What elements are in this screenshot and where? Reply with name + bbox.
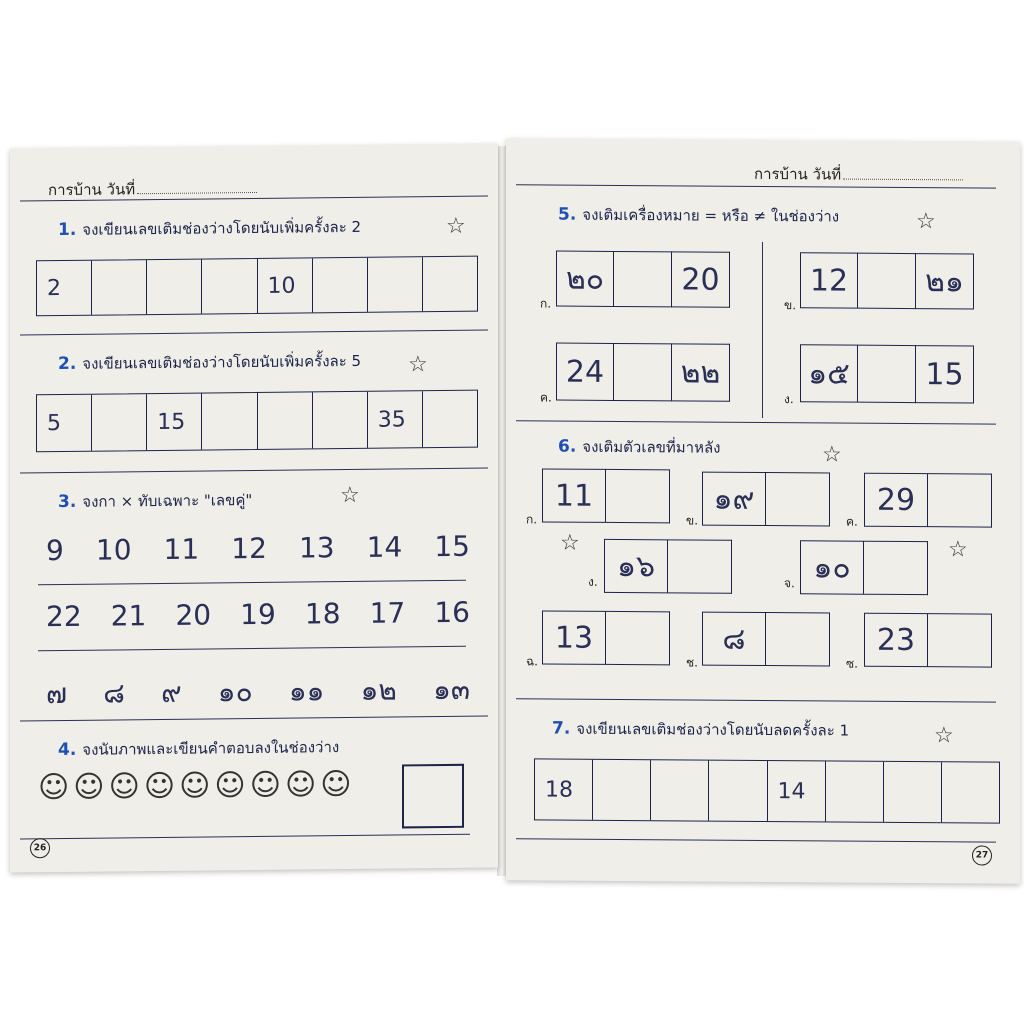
star-icon: ☆ xyxy=(948,537,968,563)
q4-answer-box[interactable] xyxy=(402,764,464,829)
answer-cell[interactable]: 10 xyxy=(258,258,313,313)
q6-instruction xyxy=(558,435,721,460)
given-number: ๑๖ xyxy=(604,539,668,593)
q5-label: ข. xyxy=(784,298,797,313)
answer-cell[interactable] xyxy=(202,393,257,450)
answer-box[interactable] xyxy=(766,612,830,666)
answer-cell[interactable] xyxy=(313,392,368,449)
number-option[interactable]: 9 xyxy=(46,533,64,568)
q5-label: ก. xyxy=(540,296,552,311)
number-option[interactable]: 17 xyxy=(369,596,406,630)
number-option[interactable]: ๑๓ xyxy=(433,672,470,707)
q2-text: จงเขียนเลขเติมช่องว่างโดยนับเพิ่มครั้งละ 5 xyxy=(82,351,362,373)
given-number: ๑๙ xyxy=(702,472,766,526)
answer-cell[interactable] xyxy=(258,392,313,449)
q3-text: จงกา × ทับเฉพาะ "เลขคู่" xyxy=(82,491,253,511)
star-icon: ☆ xyxy=(822,442,842,468)
number-option[interactable]: ๑๑ xyxy=(288,674,325,708)
answer-cell[interactable]: 18 xyxy=(535,759,593,819)
number-option[interactable]: 21 xyxy=(110,599,147,633)
answer-cell[interactable]: 5 xyxy=(37,395,92,452)
compare-sign-box[interactable] xyxy=(858,253,916,309)
q1-number: 1. xyxy=(58,219,77,241)
divider xyxy=(516,420,996,424)
q2-answer-grid xyxy=(36,390,478,453)
answer-box[interactable] xyxy=(864,541,928,595)
compare-sign-box[interactable] xyxy=(614,343,672,401)
compare-right: 20 xyxy=(672,251,730,307)
q6-label: ค. xyxy=(846,514,858,529)
compare-left: ๒๐ xyxy=(556,251,614,307)
left-page xyxy=(10,143,498,872)
cartoon-child-icon: ☺ xyxy=(108,769,140,805)
cartoon-child-icon: ☺ xyxy=(73,769,105,805)
given-number: 29 xyxy=(864,473,928,527)
q6-item xyxy=(800,540,928,595)
answer-box[interactable] xyxy=(928,613,992,667)
number-option[interactable]: 15 xyxy=(434,529,470,564)
q5-text: จงเติมเครื่องหมาย = หรือ ≠ ในช่องว่าง xyxy=(582,205,840,226)
star-icon: ☆ xyxy=(340,482,360,509)
star-icon: ☆ xyxy=(560,530,580,556)
divider xyxy=(20,834,470,840)
number-option[interactable]: 12 xyxy=(231,531,267,566)
q3-instruction xyxy=(58,488,252,514)
q7-text: จงเขียนเลขเติมช่องว่างโดยนับลดครั้งละ 1 xyxy=(576,719,850,740)
q4-picture-row xyxy=(38,767,352,805)
q3-row-1 xyxy=(46,530,470,567)
divider xyxy=(762,242,763,418)
q7-instruction xyxy=(552,717,849,743)
number-option[interactable]: 16 xyxy=(434,595,470,630)
answer-cell[interactable] xyxy=(884,762,942,822)
q6-text: จงเติมตัวเลขที่มาหลัง xyxy=(582,437,721,457)
q2-number: 2. xyxy=(58,353,77,375)
answer-cell[interactable] xyxy=(826,761,884,821)
q6-item xyxy=(864,473,992,528)
star-icon: ☆ xyxy=(934,723,954,749)
q3-row-3 xyxy=(46,668,470,716)
compare-left: 24 xyxy=(556,343,614,401)
given-number: 13 xyxy=(542,610,606,664)
number-option[interactable]: 22 xyxy=(46,599,82,634)
star-icon: ☆ xyxy=(916,209,936,235)
homework-label: การบ้าน วันที่ xyxy=(48,180,136,200)
q6-label: จ. xyxy=(784,576,795,591)
q7-number: 7. xyxy=(552,718,571,739)
given-number: 11 xyxy=(542,468,606,522)
answer-box[interactable] xyxy=(668,539,732,593)
q5-number: 5. xyxy=(558,204,577,225)
answer-cell[interactable] xyxy=(423,257,477,312)
number-option[interactable]: ๙ xyxy=(161,675,182,709)
answer-cell[interactable]: 15 xyxy=(147,394,202,451)
number-option[interactable]: 13 xyxy=(298,531,335,565)
q6-item xyxy=(604,539,732,594)
given-number: 23 xyxy=(864,613,928,667)
q6-item xyxy=(864,613,992,668)
compare-right: 15 xyxy=(916,345,974,403)
q6-label: ฉ. xyxy=(526,654,538,669)
number-option[interactable]: 18 xyxy=(304,597,341,631)
q5-compare-c xyxy=(556,343,730,402)
cartoon-child-icon: ☺ xyxy=(179,768,211,804)
q6-label: ซ. xyxy=(846,656,858,671)
cartoon-child-icon: ☺ xyxy=(249,767,281,804)
divider xyxy=(516,838,996,842)
compare-right: ๒๑ xyxy=(916,253,974,309)
answer-cell[interactable]: 35 xyxy=(368,391,423,448)
number-option[interactable]: 11 xyxy=(163,532,200,566)
answer-cell[interactable] xyxy=(313,258,368,313)
q1-instruction xyxy=(58,215,361,242)
answer-cell[interactable]: 2 xyxy=(37,261,92,316)
answer-cell[interactable] xyxy=(92,260,147,315)
number-option[interactable]: ๗ xyxy=(46,676,68,711)
date-blank[interactable] xyxy=(137,180,257,194)
answer-box[interactable] xyxy=(928,473,992,527)
q5-label: ค. xyxy=(540,390,552,405)
page-number-right: 27 xyxy=(972,845,992,865)
compare-right: ๒๒ xyxy=(672,343,730,401)
given-number: ๘ xyxy=(702,612,766,666)
q6-item xyxy=(702,612,830,667)
cartoon-child-icon: ☺ xyxy=(38,769,70,806)
q3-number: 3. xyxy=(58,491,77,513)
answer-cell[interactable] xyxy=(202,259,257,314)
q4-instruction xyxy=(58,735,339,762)
answer-cell[interactable] xyxy=(593,760,651,820)
divider xyxy=(516,698,996,702)
answer-box[interactable] xyxy=(606,611,670,665)
answer-cell[interactable] xyxy=(423,391,477,448)
divider xyxy=(20,716,488,722)
q3-row-2 xyxy=(46,596,470,633)
q7-answer-grid xyxy=(534,758,1000,823)
q4-text: จงนับภาพและเขียนคำตอบลงในช่องว่าง xyxy=(82,738,340,759)
q6-item xyxy=(702,472,830,527)
divider xyxy=(20,468,488,474)
q6-item xyxy=(542,610,670,665)
number-option[interactable]: ๘ xyxy=(103,676,125,710)
q5-compare-b xyxy=(800,252,974,309)
q5-compare-a xyxy=(556,251,730,308)
q6-label: ช. xyxy=(686,655,698,670)
number-option[interactable]: 19 xyxy=(240,597,276,632)
homework-date-line xyxy=(754,162,963,187)
answer-box[interactable] xyxy=(766,472,830,526)
q5-compare-d xyxy=(800,344,974,403)
cartoon-child-icon: ☺ xyxy=(214,768,246,804)
q5-instruction xyxy=(558,203,839,229)
answer-cell[interactable] xyxy=(709,761,767,821)
q5-label: ง. xyxy=(784,392,794,407)
answer-cell[interactable]: 14 xyxy=(768,761,826,821)
q2-instruction xyxy=(58,349,361,376)
cartoon-child-icon: ☺ xyxy=(320,766,352,803)
star-icon: ☆ xyxy=(408,352,428,378)
q6-label: ง. xyxy=(588,574,598,589)
answer-cell[interactable] xyxy=(368,257,423,312)
date-blank[interactable] xyxy=(843,167,963,181)
cartoon-child-icon: ☺ xyxy=(143,768,176,805)
q6-number: 6. xyxy=(558,436,577,457)
answer-cell[interactable] xyxy=(92,394,147,451)
compare-left: ๑๕ xyxy=(800,344,858,402)
q6-label: ก. xyxy=(526,512,538,527)
compare-sign-box[interactable] xyxy=(858,345,916,403)
q6-item xyxy=(542,468,670,523)
compare-left: 12 xyxy=(800,252,858,308)
homework-label: การบ้าน วันที่ xyxy=(754,164,842,184)
number-option[interactable]: ๑๐ xyxy=(217,675,253,709)
divider xyxy=(38,646,466,651)
answer-box[interactable] xyxy=(606,469,670,523)
q6-label: ข. xyxy=(686,513,699,528)
q4-number: 4. xyxy=(58,739,77,761)
q1-answer-grid xyxy=(36,256,478,317)
number-option[interactable]: 20 xyxy=(175,598,212,632)
page-number-left: 26 xyxy=(30,838,50,858)
divider xyxy=(38,580,466,585)
number-option[interactable]: 14 xyxy=(366,530,403,564)
cartoon-child-icon: ☺ xyxy=(284,767,317,803)
answer-cell[interactable] xyxy=(651,760,709,820)
right-page xyxy=(506,138,1020,884)
number-option[interactable]: ๑๒ xyxy=(360,673,397,707)
given-number: ๑๐ xyxy=(800,540,864,594)
answer-cell[interactable] xyxy=(147,260,202,315)
q1-text: จงเขียนเลขเติมช่องว่างโดยนับเพิ่มครั้งละ 2 xyxy=(82,217,362,239)
answer-cell[interactable] xyxy=(942,762,999,822)
divider xyxy=(20,330,488,336)
number-option[interactable]: 10 xyxy=(95,533,132,567)
star-icon: ☆ xyxy=(446,213,466,239)
compare-sign-box[interactable] xyxy=(614,251,672,307)
